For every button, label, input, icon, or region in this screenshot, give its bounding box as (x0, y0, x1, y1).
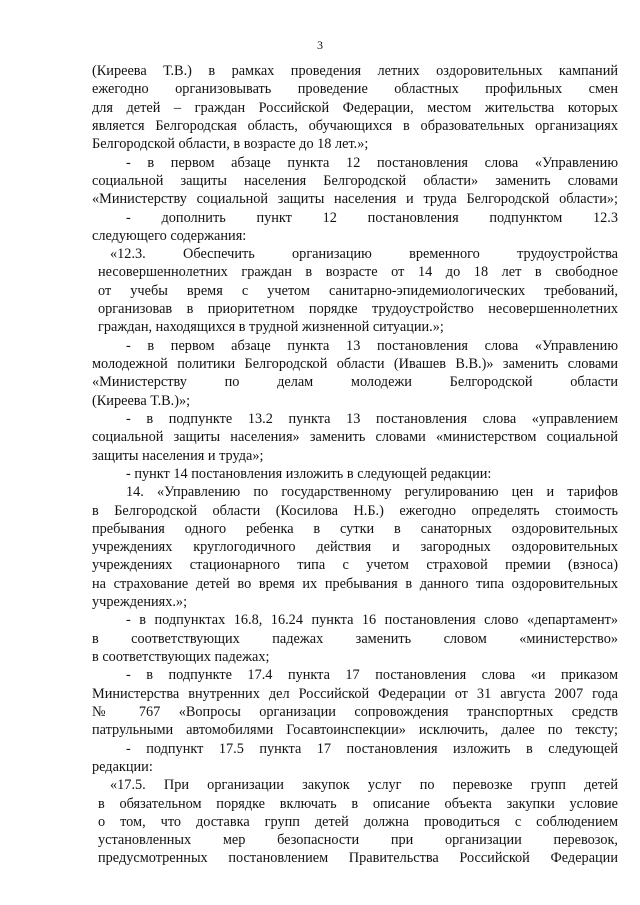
text-line: - в первом абзаце пункта 13 постановления слова «Управлению (126, 337, 618, 354)
text-line: пребывания одного ребенка в сутки в санаторных оздоровительных (92, 520, 618, 537)
text-line: предусмотренных постановлением Правительства Российской Федерации (98, 850, 618, 867)
text-line: социальной защиты населения» заменить словами «министерством социальной (92, 429, 618, 446)
page-number: 3 (317, 38, 323, 52)
text-line: в соответствующих падежах заменить словом «министерство» (92, 630, 618, 647)
text-line: - дополнить пункт 12 постановления подпунктом 12.3 (126, 209, 618, 226)
text-line: - в подпункте 17.4 пункта 17 постановления слова «и приказом (126, 667, 618, 684)
text-line: учреждениях.»; (92, 594, 188, 611)
document-body (92, 62, 618, 868)
text-line: Министерства внутренних дел Российской Федерации от 31 августа 2007 года (92, 685, 618, 702)
text-line: патрульными автомобилями Госавтоинспекции» исключить, далее по тексту; (92, 722, 618, 739)
text-line: о том, что доставка групп детей должна проводиться с соблюдением (98, 813, 618, 830)
text-line: граждан, находящихся в трудной жизненной ситуации.»; (98, 319, 444, 336)
text-line: несовершеннолетних граждан в возрасте от 14 до 18 лет в свободное (98, 264, 618, 281)
text-line: установленных мер безопасности при организации перевозок, (98, 832, 618, 849)
text-line: защиты населения и труда»; (92, 447, 264, 464)
text-line: «Министерству социальной защиты населения и труда Белгородской области»; (92, 191, 618, 208)
text-line: от учебы время с учетом санитарно-эпидемиологических требований, (98, 282, 618, 299)
text-line: - подпункт 17.5 пункта 17 постановления изложить в следующей (126, 740, 618, 757)
text-line: в соответствующих падежах; (92, 649, 270, 665)
text-line: (Киреева Т.В.) в рамках проведения летних оздоровительных кампаний (92, 63, 618, 79)
text-line: Белгородской области, в возрасте до 18 лет.»; (92, 136, 369, 153)
text-line: 14. «Управлению по государственному регулированию цен и тарифов (126, 484, 618, 501)
text-line: ежегодно организовывать проведение областных профильных смен (92, 81, 618, 98)
text-line: - пункт 14 постановления изложить в следующей редакции: (126, 465, 492, 482)
text-line: в Белгородской области (Косилова Н.Б.) ежегодно определять стоимость (92, 502, 618, 519)
text-line: в обязательном порядке включать в описание объекта закупки условие (98, 795, 618, 812)
text-line: учреждениях круглогодичного действия и загородных оздоровительных (92, 539, 618, 556)
text-line: организовав в приоритетном порядке трудоустройство несовершеннолетних (98, 301, 618, 318)
text-line: для детей – граждан Российской Федерации, местом жительства которых (92, 99, 618, 116)
text-line: молодежной политики Белгородской области (Ивашев В.В.)» заменить словами (92, 356, 618, 372)
text-line: - в первом абзаце пункта 12 постановления слова «Управлению (126, 154, 618, 171)
text-line: является Белгородская область, обучающихся в образовательных организациях (92, 117, 618, 134)
text-line: учреждениях стационарного типа с учетом страховой премии (взноса) (92, 557, 618, 574)
text-line: № 767 «Вопросы организации сопровождения транспортных средств (92, 703, 618, 720)
text-line: на страхование детей во время их пребывания в данного типа оздоровительных (92, 575, 618, 592)
text-line: «17.5. При организации закупок услуг по перевозке групп детей (110, 777, 618, 794)
text-line: (Киреева Т.В.)»; (92, 392, 191, 409)
text-line: - в подпунктах 16.8, 16.24 пункта 16 постановления слово «департамент» (126, 612, 618, 629)
text-line: - в подпункте 13.2 пункта 13 постановления слова «управлением (126, 410, 618, 427)
text-line: «12.3. Обеспечить организацию временного трудоустройства (110, 246, 618, 263)
text-line: социальной защиты населения Белгородской области» заменить словами (92, 172, 618, 189)
text-line: «Министерству по делам молодежи Белгородской области (92, 374, 618, 391)
text-line: редакции: (92, 758, 153, 775)
text-line: следующего содержания: (92, 227, 247, 244)
